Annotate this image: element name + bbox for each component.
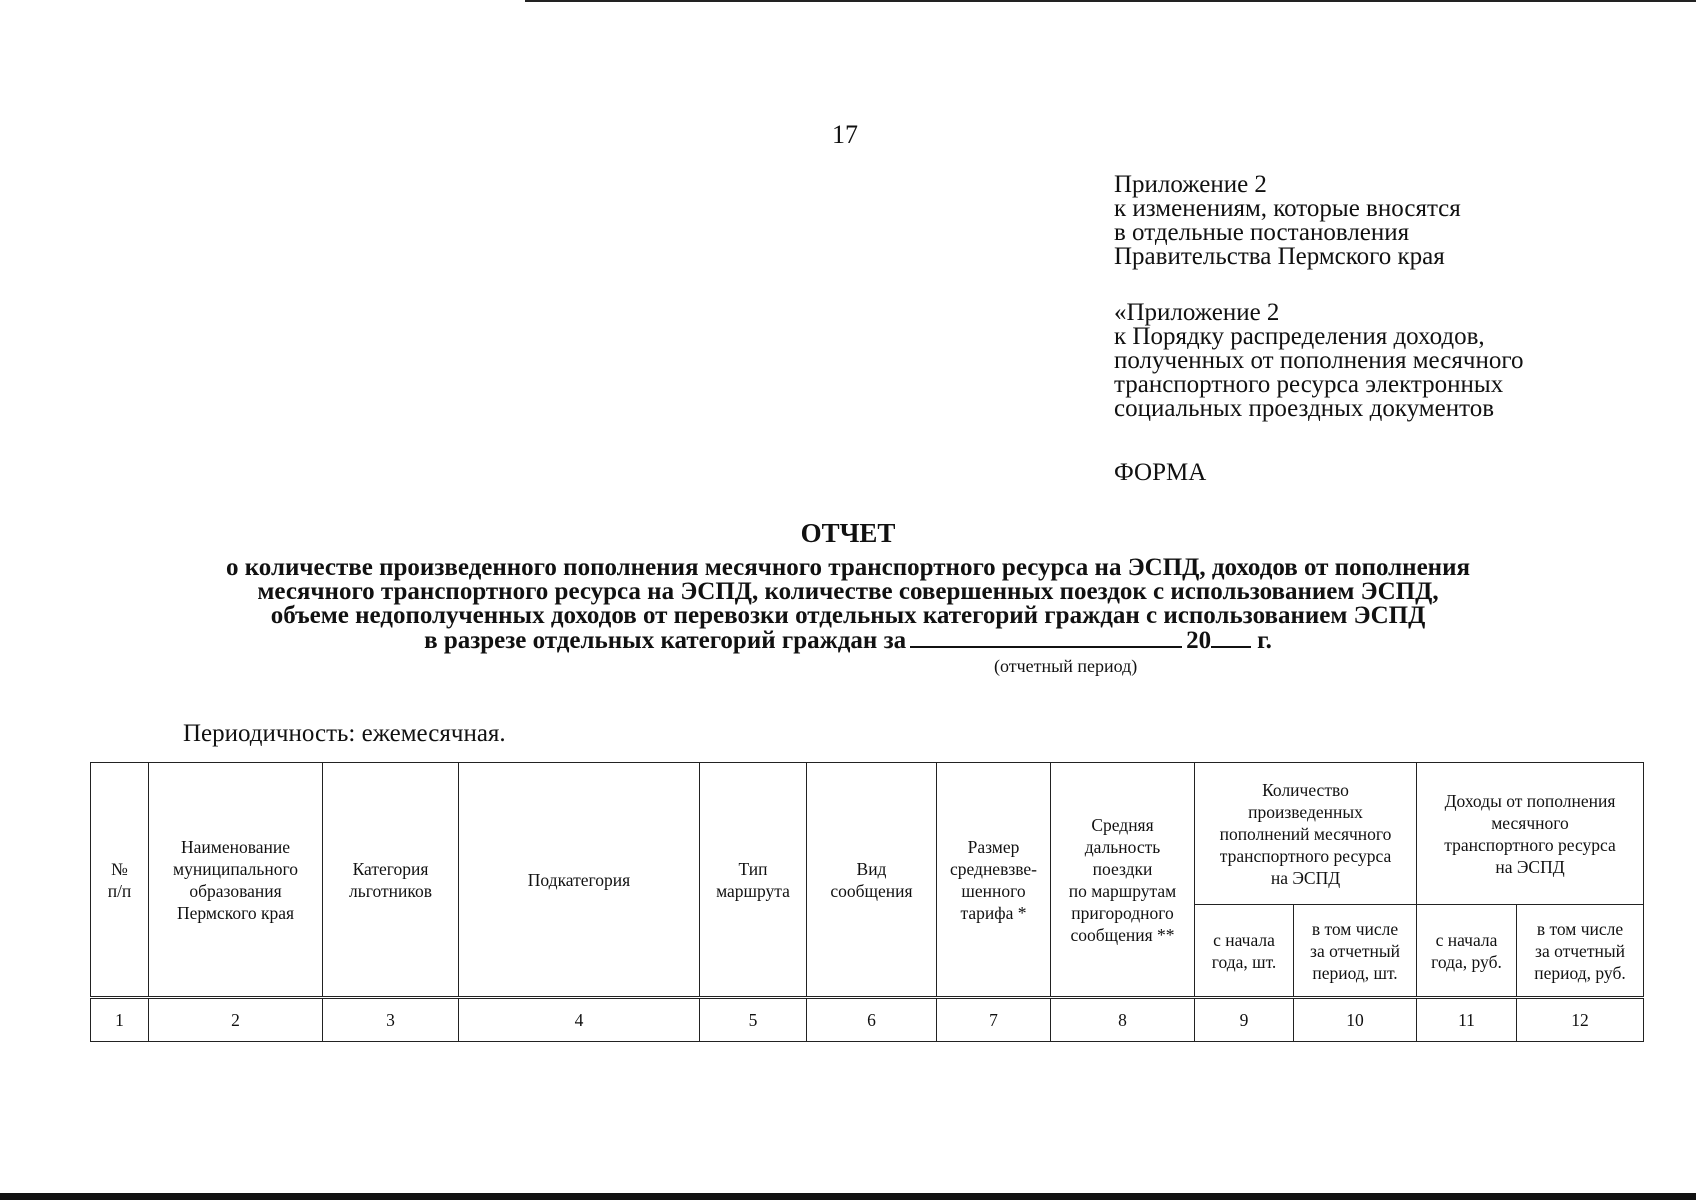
column-number: 3	[323, 998, 459, 1042]
year-prefix: 20	[1186, 627, 1212, 654]
appendix-line: Приложение 2	[1114, 171, 1267, 198]
subtitle-line: объеме недополученных доходов от перевозки отдельных категорий граждан с использованием ЭСПД	[270, 602, 1426, 629]
appendix-block	[1114, 173, 1523, 485]
header-weighted-tariff: Размер средневзве- шенного тарифа *	[937, 763, 1051, 998]
header-num: № п/п	[91, 763, 149, 998]
form-label: ФОРМА	[1114, 459, 1207, 486]
header-income-period: в том числе за отчетный период, руб.	[1517, 905, 1644, 998]
column-number: 2	[149, 998, 323, 1042]
appendix-quote-line: социальных проездных документов	[1114, 395, 1495, 422]
column-number: 10	[1294, 998, 1417, 1042]
header-income: Доходы от пополнения месячного транспортного ресурса на ЭСПД	[1417, 763, 1644, 905]
appendix-line: в отдельные постановления	[1114, 219, 1410, 246]
page-number: 17	[832, 120, 858, 149]
period-blank-field[interactable]	[910, 628, 1182, 648]
report-table	[90, 762, 1644, 1042]
header-municipality: Наименование муниципального образования Пермского края	[149, 763, 323, 998]
appendix-quote-line: полученных от пополнения месячного	[1114, 347, 1524, 374]
period-prefix: в разрезе отдельных категорий граждан за	[424, 627, 907, 654]
header-income-ytd: с начала года, руб.	[1417, 905, 1517, 998]
appendix-line: к изменениям, которые вносятся	[1114, 195, 1461, 222]
column-number: 4	[459, 998, 700, 1042]
periodicity-text: Периодичность: ежемесячная.	[183, 720, 506, 747]
header-service-type: Вид сообщения	[807, 763, 937, 998]
column-number: 5	[700, 998, 807, 1042]
appendix-quote-line: к Порядку распределения доходов,	[1114, 323, 1485, 350]
top-border-line	[525, 0, 1696, 2]
period-caption: (отчетный период)	[994, 656, 1138, 676]
report-title: ОТЧЕТ	[800, 518, 896, 548]
column-number: 11	[1417, 998, 1517, 1042]
column-number: 6	[807, 998, 937, 1042]
subtitle-line: о количестве произведенного пополнения месячного транспортного ресурса на ЭСПД, доходов от пополнения	[225, 554, 1471, 581]
column-number: 9	[1195, 998, 1294, 1042]
header-route-type: Тип маршрута	[700, 763, 807, 998]
header-count-ytd: с начала года, шт.	[1195, 905, 1294, 998]
appendix-quote-line: транспортного ресурса электронных	[1114, 371, 1504, 398]
appendix-quote-line: «Приложение 2	[1114, 299, 1280, 326]
header-replenish-count: Количество произведенных пополнений месячного транспортного ресурса на ЭСПД	[1195, 763, 1417, 905]
column-number-row	[91, 998, 1644, 1042]
year-blank-field[interactable]	[1211, 628, 1251, 648]
header-avg-distance: Средняя дальность поездки по маршрутам пригородного сообщения **	[1051, 763, 1195, 998]
year-suffix: г.	[1257, 627, 1272, 654]
header-count-period: в том числе за отчетный период, шт.	[1294, 905, 1417, 998]
column-number: 8	[1051, 998, 1195, 1042]
column-number: 12	[1517, 998, 1644, 1042]
appendix-line: Правительства Пермского края	[1114, 243, 1445, 270]
header-category: Категория льготников	[323, 763, 459, 998]
period-line	[100, 628, 1596, 653]
column-number: 1	[91, 998, 149, 1042]
header-subcategory: Подкатегория	[459, 763, 700, 998]
bottom-border-line	[0, 1193, 1696, 1200]
report-subtitle	[100, 556, 1596, 653]
subtitle-line: месячного транспортного ресурса на ЭСПД, количестве совершенных поездок с использованием ЭСПД,	[257, 578, 1439, 605]
column-number: 7	[937, 998, 1051, 1042]
